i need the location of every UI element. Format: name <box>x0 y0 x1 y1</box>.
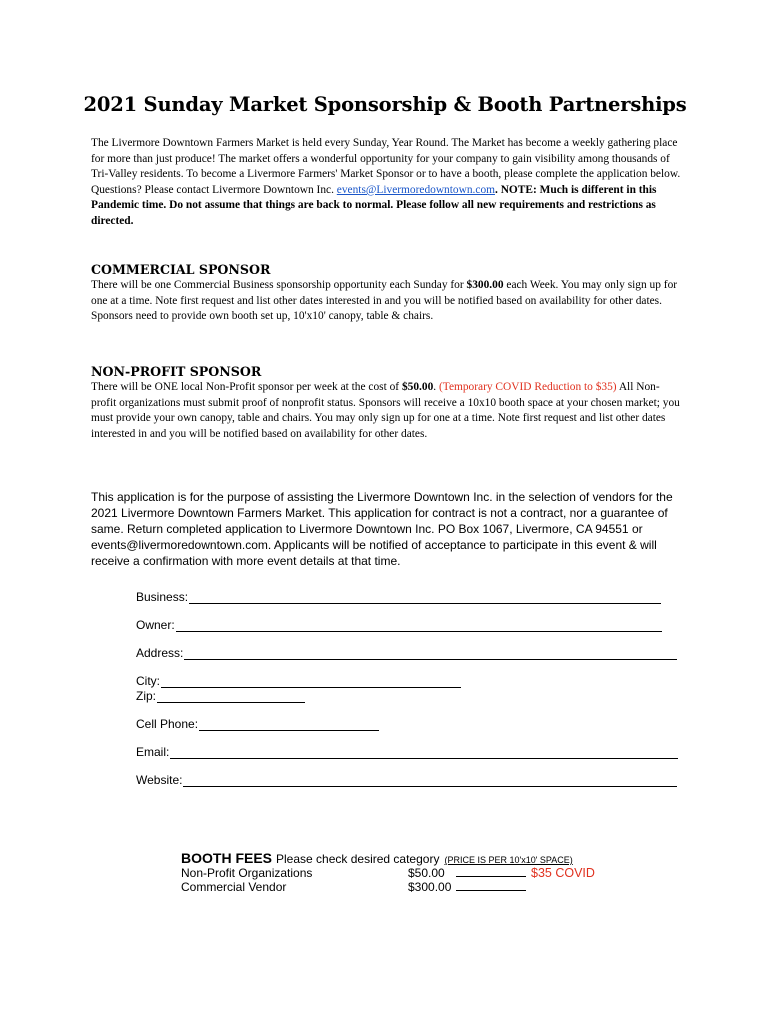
zip-blank[interactable] <box>157 692 305 703</box>
owner-label: Owner: <box>136 618 175 632</box>
fee-price: $50.00 <box>408 866 445 880</box>
city-field[interactable] <box>136 674 461 688</box>
covid-reduction-note: (Temporary COVID Reduction to $35) <box>438 381 617 393</box>
city-blank[interactable] <box>161 677 461 688</box>
booth-fees-header <box>181 850 595 866</box>
website-label: Website: <box>136 773 183 787</box>
cell-phone-blank[interactable] <box>199 720 379 731</box>
business-field[interactable] <box>136 590 661 604</box>
nonprofit-price: $50.00 <box>401 381 434 393</box>
business-blank[interactable] <box>189 593 661 604</box>
fee-covid-price: $35 COVID <box>531 866 595 880</box>
email-field[interactable] <box>136 745 678 759</box>
pandemic-note: . NOTE: Much is different in this Pandemic time. Do not assume that things are back to normal. Please follow all new requirements and restrictions as directed. <box>91 183 657 227</box>
application-line-1: This application is for the purpose of assisting the Livermore Downtown Inc. in the selection of vendors for the <box>91 490 673 504</box>
zip-label: Zip: <box>136 689 157 703</box>
email-blank[interactable] <box>170 748 678 759</box>
owner-field[interactable] <box>136 618 662 632</box>
nonprofit-sponsor-heading: NON-PROFIT SPONSOR <box>91 364 262 379</box>
zip-field[interactable] <box>136 689 305 703</box>
booth-fees-section <box>181 850 595 894</box>
email-label: Email: <box>136 745 170 759</box>
fee-check-blank[interactable] <box>456 867 526 877</box>
commercial-sponsor-heading: COMMERCIAL SPONSOR <box>91 262 271 277</box>
fee-row-nonprofit[interactable] <box>181 866 595 880</box>
commercial-price: $300.00 <box>466 279 504 291</box>
intro-paragraph <box>91 136 683 230</box>
fee-check-blank[interactable] <box>456 881 526 891</box>
application-line-2: 2021 Livermore Downtown Farmers Market. This application for contract is not a contract, nor a guarantee of same. Return completed application to Livermore Downtown Inc. PO Box 1067, Livermore, CA 94551 or events@livermoredowntown.com. Applicants will be notified of acceptance to participate in this event & will receive a confirmation with more event details at that time. <box>91 506 668 568</box>
fee-name: Non-Profit Organizations <box>181 866 313 880</box>
page-title: 2021 Sunday Market Sponsorship & Booth Partnerships <box>83 93 687 116</box>
commercial-sponsor-paragraph: There will be one Commercial Business sponsorship opportunity each Sunday for $300.00 each Week. You may only sign up for one at a time. Note first request and list other dates interested in and you will be notified based on availability for other dates. Sponsors need to provide own booth set up, 10'x10' canopy, table & chairs. <box>91 279 678 323</box>
cell-phone-label: Cell Phone: <box>136 717 199 731</box>
application-statement <box>91 489 681 569</box>
business-label: Business: <box>136 590 189 604</box>
city-label: City: <box>136 674 160 688</box>
address-label: Address: <box>136 646 184 660</box>
email-link[interactable]: events@Livermoredowntown.com <box>336 183 495 196</box>
website-field[interactable] <box>136 773 677 787</box>
fee-row-commercial[interactable] <box>181 880 595 894</box>
fee-name: Commercial Vendor <box>181 880 287 894</box>
website-blank[interactable] <box>183 776 677 787</box>
booth-fees-subtitle: Please check desired category <box>276 852 440 866</box>
nonprofit-sponsor-paragraph: There will be ONE local Non-Profit sponsor per week at the cost of $50.00. (Temporary COVID Reduction to $35) All Non-profit organizations must submit proof of nonprofit status. Sponsors will receive a 10x10 booth space at your chosen market; you must provide your own canopy, table and chairs. You may only sign up for one at a time. Note first request and list other dates interested in and you will be notified based on availability for other dates. <box>91 381 680 440</box>
booth-fees-price-note: (PRICE IS PER 10'x10' SPACE) <box>444 855 573 865</box>
intro-text: The Livermore Downtown Farmers Market is held every Sunday, Year Round. The Market has become a weekly gathering place for more than just produce! The market offers a wonderful opportunity for your company to gain visibility among thousands of Tri-Valley residents. To become a Livermore Farmers' Market Sponsor or to have a booth, please complete the application below. Questions? Please contact Livermore Downtown Inc. <box>91 137 681 196</box>
cell-phone-field[interactable] <box>136 717 379 731</box>
fee-price: $300.00 <box>408 880 452 894</box>
owner-blank[interactable] <box>176 621 662 632</box>
booth-fees-title: BOOTH FEES <box>181 850 273 866</box>
address-blank[interactable] <box>184 649 677 660</box>
address-field[interactable] <box>136 646 677 660</box>
